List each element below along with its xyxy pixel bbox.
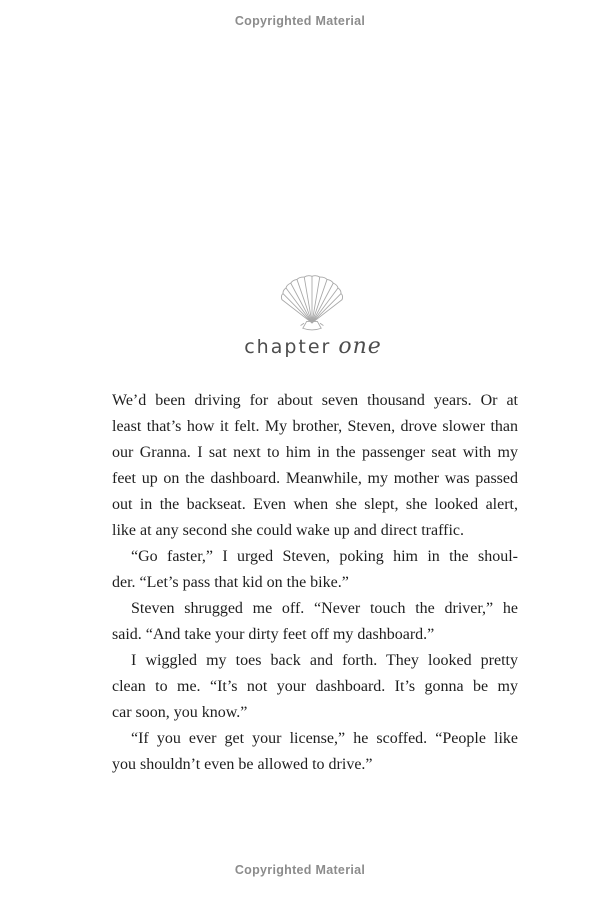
- copyright-notice-bottom: Copyrighted Material: [234, 863, 366, 877]
- chapter-number-word: one: [338, 334, 382, 359]
- paragraph: [112, 388, 518, 544]
- text-line: our Granna. I sat next to him in the passenger seat with my: [112, 444, 518, 461]
- text-line: “Go faster,” I urged Steven, poking him in the shoul-: [131, 548, 518, 565]
- text-line: said. “And take your dirty feet off my dashboard.”: [112, 626, 435, 643]
- copyright-notice-top: Copyrighted Material: [234, 14, 366, 28]
- text-line: out in the backseat. Even when she slept, she looked alert,: [112, 496, 518, 513]
- text-line: Steven shrugged me off. “Never touch the driver,” he: [131, 600, 518, 617]
- paragraph: [112, 596, 518, 648]
- chapter-label: chapter: [244, 336, 332, 358]
- text-line: you shouldn’t even be allowed to drive.”: [112, 756, 373, 773]
- chapter-heading: [113, 334, 513, 359]
- text-line: like at any second she could wake up and direct traffic.: [112, 522, 465, 539]
- scallop-shell-icon: [279, 273, 345, 334]
- paragraph: [112, 544, 518, 596]
- text-line: “If you ever get your license,” he scoffed. “People like: [131, 730, 518, 747]
- text-line: feet up on the dashboard. Meanwhile, my mother was passed: [112, 470, 518, 487]
- text-line: der. “Let’s pass that kid on the bike.”: [112, 574, 349, 591]
- body-text: [112, 388, 518, 778]
- text-line: car soon, you know.”: [112, 704, 248, 721]
- paragraph: [112, 726, 518, 778]
- text-line: least that’s how it felt. My brother, Steven, drove slower than: [112, 418, 518, 435]
- text-line: clean to me. “It’s not your dashboard. It’s gonna be my: [112, 678, 518, 695]
- paragraph: [112, 648, 518, 726]
- text-line: We’d been driving for about seven thousand years. Or at: [112, 392, 518, 409]
- text-line: I wiggled my toes back and forth. They looked pretty: [131, 652, 518, 669]
